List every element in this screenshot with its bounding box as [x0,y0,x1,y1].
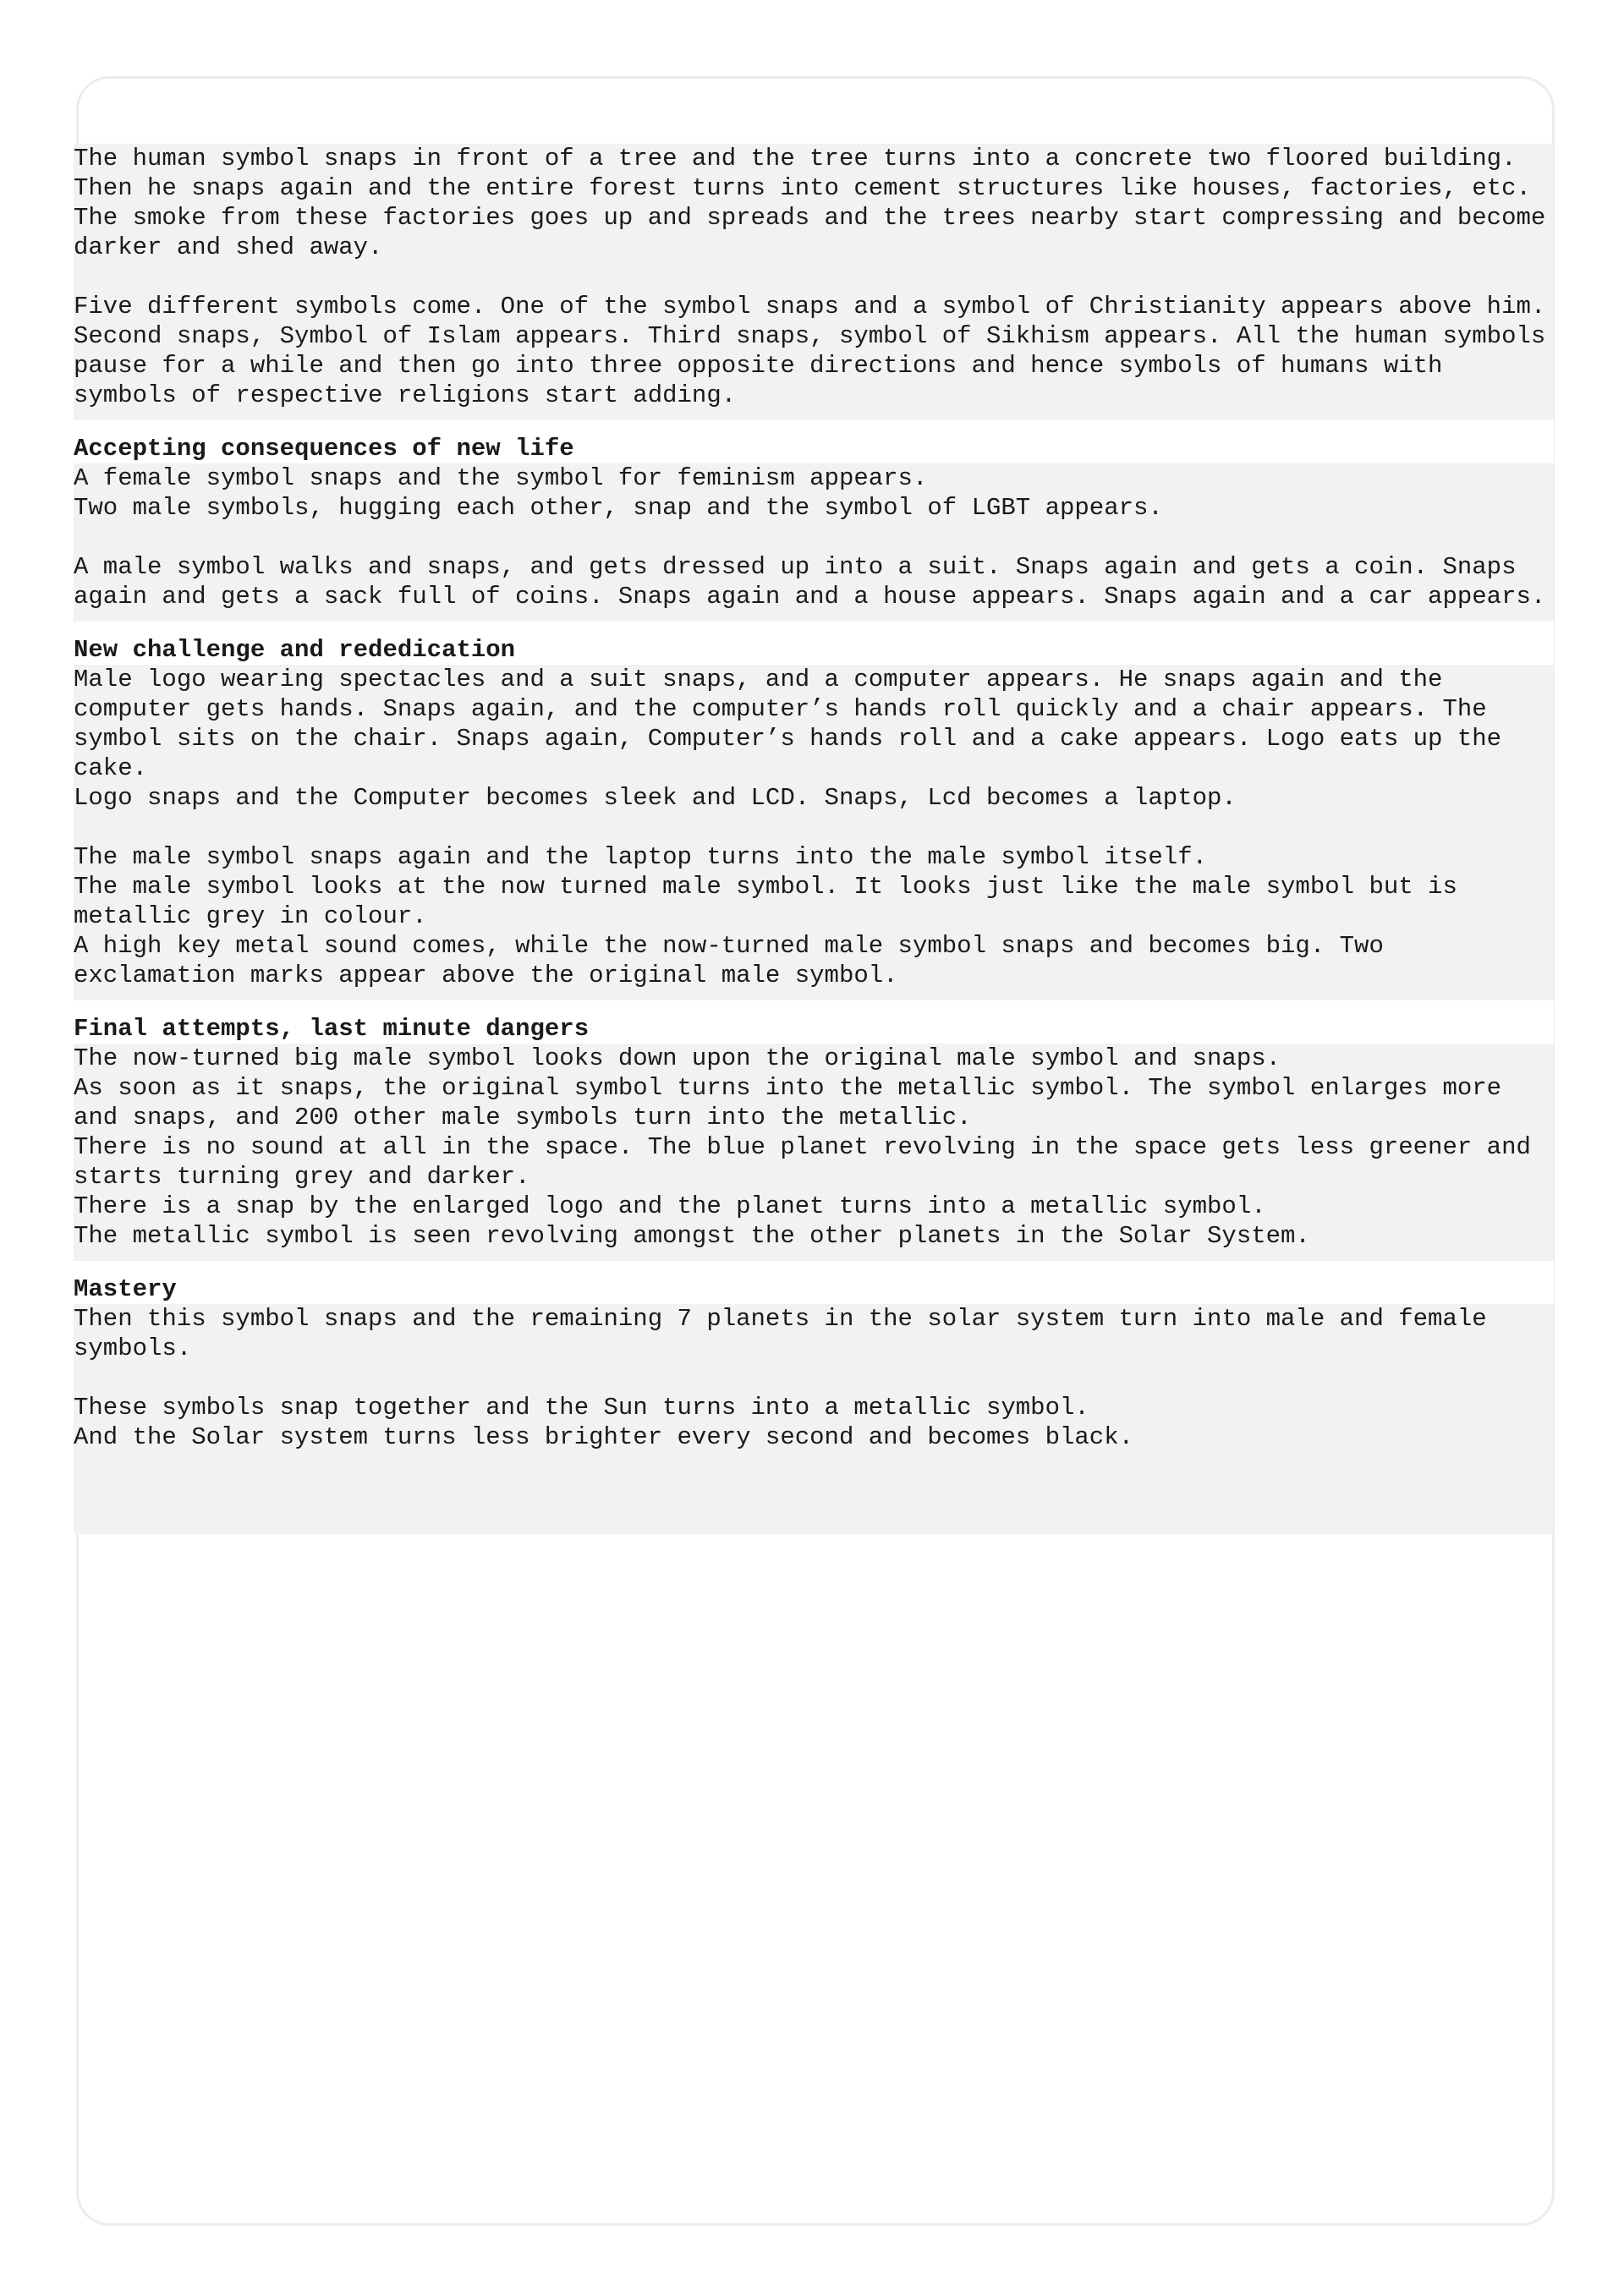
section-heading: Accepting consequences of new life [74,420,1554,463]
paragraph: Then this symbol snaps and the remaining 7 planets in the solar system turn into male and female symbols. [74,1305,1502,1362]
section-final-attempts [74,1044,1554,1261]
paragraph: A female symbol snaps and the symbol for feminism appears. Two male symbols, hugging each other, snap and the symbol of LGBT appears. [74,464,1163,522]
section-accepting-consequences [74,463,1554,622]
paragraph: Male logo wearing spectacles and a suit snaps, and a computer appears. He snaps again and the computer gets hands. Snaps again, and the computer’s hands roll quickly and a chair appears. The symbol sits on the chair. Snaps again, Computer’s hands roll and a cake appears. Logo eats up the cake. Logo snaps and the Computer becomes sleek and LCD. Snaps, Lcd becomes a laptop. [74,666,1502,812]
section-new-challenge [74,665,1554,1000]
paragraph: The human symbol snaps in front of a tree and the tree turns into a concrete two floored building. Then he snaps again and the entire forest turns into cement structures like houses, factories, etc. The smoke from these factories goes up and spreads and the trees nearby start compressing and become darker and shed away. [74,145,1561,261]
paragraph: A male symbol walks and snaps, and gets dressed up into a suit. Snaps again and gets a coin. Snaps again and gets a sack full of coins. Snaps again and a house appears. Snaps again and a car appears. [74,553,1546,611]
section-intro [74,144,1561,420]
section-heading: Final attempts, last minute dangers [74,1000,1554,1044]
section-mastery [74,1304,1554,1534]
section-heading: New challenge and rededication [74,622,1554,665]
paragraph: Five different symbols come. One of the symbol snaps and a symbol of Christianity appears above him. Second snaps, Symbol of Islam appears. Third snaps, symbol of Sikhism appears. All the human symbols pause for a while and then go into three opposite directions and hence symbols of humans with symbols of respective religions start adding. [74,293,1561,409]
section-heading: Mastery [74,1261,1554,1304]
paragraph: The now-turned big male symbol looks down upon the original male symbol and snaps. As soon as it snaps, the original symbol turns into the metallic symbol. The symbol enlarges more and snaps, and 200 other male symbols turn into the metallic. There is no sound at all in the space. The blue planet revolving in the space gets less greener and starts turning grey and darker. There is a snap by the enlarged logo and the planet turns into a metallic symbol. The metallic symbol is seen revolving amongst the other planets in the Solar System. [74,1044,1531,1250]
paragraph: These symbols snap together and the Sun turns into a metallic symbol. And the Solar system turns less brighter every second and becomes black. [74,1394,1134,1451]
script-document [74,144,1561,1534]
paragraph: The male symbol snaps again and the laptop turns into the male symbol itself. The male symbol looks at the now turned male symbol. It looks just like the male symbol but is metallic grey in colour. A high key metal sound comes, while the now-turned male symbol snaps and becomes big. Two exclamation marks appear above the original male symbol. [74,843,1457,989]
